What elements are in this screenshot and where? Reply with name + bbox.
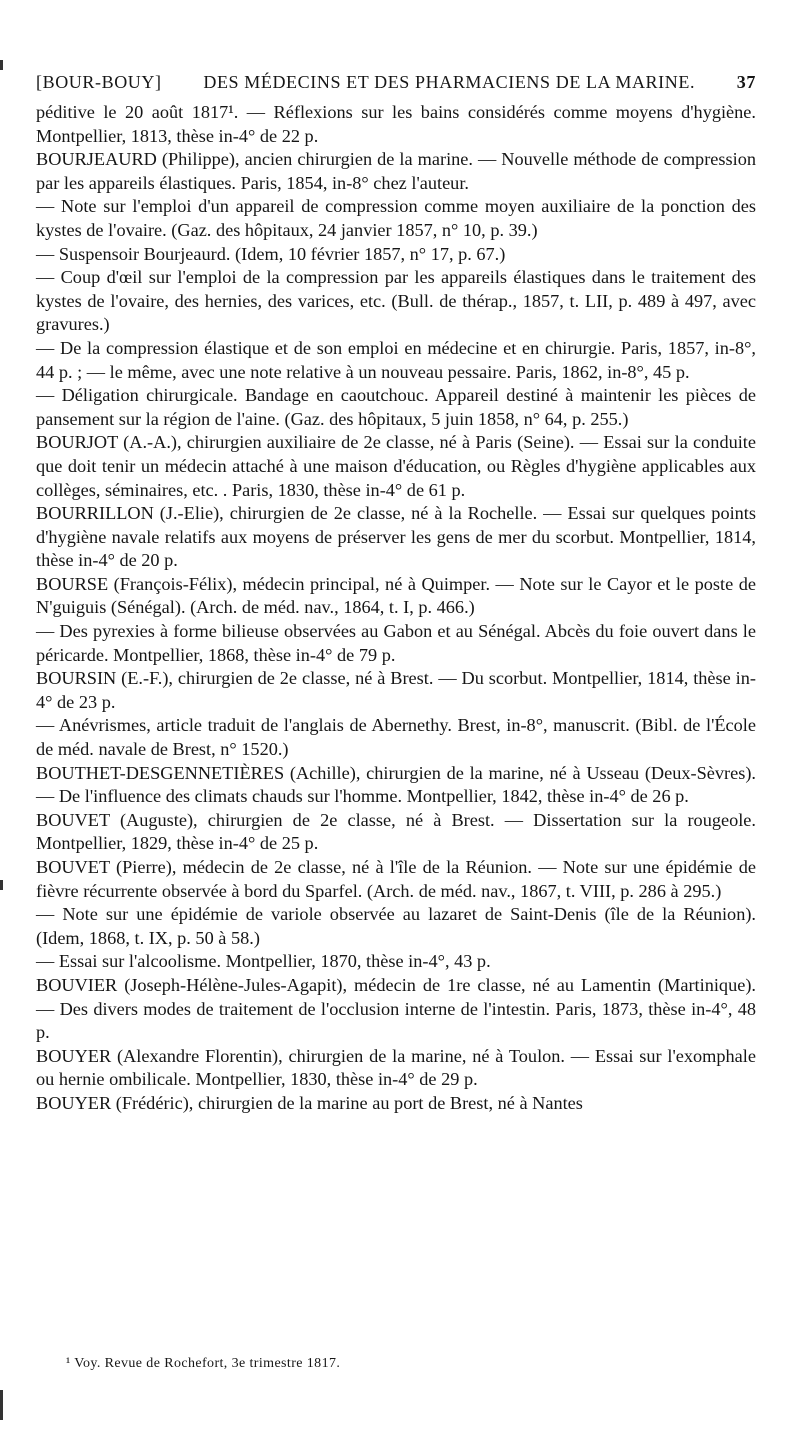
bibliography-entry: — Note sur l'emploi d'un appareil de compression comme moyen auxiliaire de la ponction des kystes de l'ovaire. (Gaz. des hôpitaux, 24 janvier 1857, n° 10, p. 39.) [36, 196, 756, 240]
running-header [36, 72, 756, 93]
bibliography-entry: BOUVIER (Joseph-Hélène-Jules-Agapit), médecin de 1re classe, né au Lamentin (Martinique). — Des divers modes de traitement de l'occlusion interne de l'intestin. Paris, 1873, thèse in-4°, 48 p. [36, 974, 756, 1043]
scan-edge-mark [0, 880, 3, 890]
bibliography-entry: — Note sur une épidémie de variole observée au lazaret de Saint-Denis (île de la Réunion). (Idem, 1868, t. IX, p. 50 à 58.) [36, 904, 756, 948]
bibliography-entry: péditive le 20 août 1817¹. — Réflexions sur les bains considérés comme moyens d'hygiène. Montpellier, 1813, thèse in-4° de 22 p. [36, 102, 756, 146]
header-title: DES MÉDECINS ET DES PHARMACIENS DE LA MARINE. [203, 72, 696, 92]
bibliography-entry: — Déligation chirurgicale. Bandage en caoutchouc. Appareil destiné à maintenir les pièces de pansement sur la région de l'aine. (Gaz. des hôpitaux, 5 juin 1858, n° 64, p. 255.) [36, 385, 756, 429]
bibliography-entry: BOURJEAURD (Philippe), ancien chirurgien de la marine. — Nouvelle méthode de compression par les appareils élastiques. Paris, 1854, in-8° chez l'auteur. [36, 149, 756, 193]
bibliography-entry: — Suspensoir Bourjeaurd. (Idem, 10 février 1857, n° 17, p. 67.) [36, 243, 506, 264]
page-number: 37 [736, 72, 756, 92]
scan-edge-mark [0, 1390, 3, 1420]
document-body [36, 101, 756, 1116]
bibliography-entry: BOUVET (Auguste), chirurgien de 2e classe, né à Brest. — Dissertation sur la rougeole. Montpellier, 1829, thèse in-4° de 25 p. [36, 809, 756, 854]
scan-edge-mark [0, 60, 3, 70]
bibliography-entry: — Coup d'œil sur l'emploi de la compression par les appareils élastiques dans le traitement des kystes de l'ovaire, des hernies, des varices, etc. (Bull. de thérap., 1857, t. LII, p. 489 à 497, avec gravures.) [36, 267, 756, 335]
bibliography-entry: BOUYER (Frédéric), chirurgien de la marine au port de Brest, né à Nantes [36, 1092, 583, 1113]
bibliography-entry: BOURSE (François-Félix), médecin principal, né à Quimper. — Note sur le Cayor et le poste de N'guiguis (Sénégal). (Arch. de méd. nav., 1864, t. I, p. 466.) [36, 573, 756, 618]
bibliography-entry: — Des pyrexies à forme bilieuse observées au Gabon et au Sénégal. Abcès du foie ouvert dans le péricarde. Montpellier, 1868, thèse in-4° de 79 p. [36, 621, 756, 665]
bibliography-entry: BOURRILLON (J.-Elie), chirurgien de 2e classe, né à la Rochelle. — Essai sur quelques points d'hygiène navale relatifs aux moyens de préserver les gens de mer du scorbut. Montpellier, 1814, thèse in-4° de 20 p. [36, 503, 756, 571]
bibliography-entry: — De la compression élastique et de son emploi en médecine et en chirurgie. Paris, 1857, in-8°, 44 p. ; — le même, avec une note relative à un nouveau pessaire. Paris, 1862, in-8°, 45 p. [36, 337, 756, 382]
bibliography-entry: BOURJOT (A.-A.), chirurgien auxiliaire de 2e classe, né à Paris (Seine). — Essai sur la conduite que doit tenir un médecin attaché à une maison d'éducation, ou Règles d'hygiène applicables aux collèges, séminaires, etc. . Paris, 1830, thèse in-4° de 61 p. [36, 432, 756, 500]
footnote: ¹ Voy. Revue de Rochefort, 3e trimestre 1817. [66, 1356, 341, 1371]
bibliography-entry: BOUVET (Pierre), médecin de 2e classe, né à l'île de la Réunion. — Note sur une épidémie de fièvre récurrente observée à bord du Sparfel. (Arch. de méd. nav., 1867, t. VIII, p. 286 à 295.) [36, 857, 756, 901]
bibliography-entry: — Anévrismes, article traduit de l'anglais de Abernethy. Brest, in-8°, manuscrit. (Bibl. de l'École de méd. navale de Brest, n° 1520.) [36, 715, 756, 760]
bibliography-entry: BOUYER (Alexandre Florentin), chirurgien de la marine, né à Toulon. — Essai sur l'exomphale ou hernie ombilicale. Montpellier, 1830, thèse in-4° de 29 p. [36, 1045, 756, 1090]
bibliography-entry: BOURSIN (E.-F.), chirurgien de 2e classe, né à Brest. — Du scorbut. Montpellier, 1814, thèse in-4° de 23 p. [36, 668, 756, 712]
header-range: [BOUR-BOUY] [36, 72, 162, 92]
bibliography-entry: — Essai sur l'alcoolisme. Montpellier, 1870, thèse in-4°, 43 p. [36, 951, 491, 972]
bibliography-entry: BOUTHET-DESGENNETIÈRES (Achille), chirurgien de la marine, né à Usseau (Deux-Sèvres). — De l'influence des climats chauds sur l'homme. Montpellier, 1842, thèse in-4° de 26 p. [36, 762, 756, 807]
